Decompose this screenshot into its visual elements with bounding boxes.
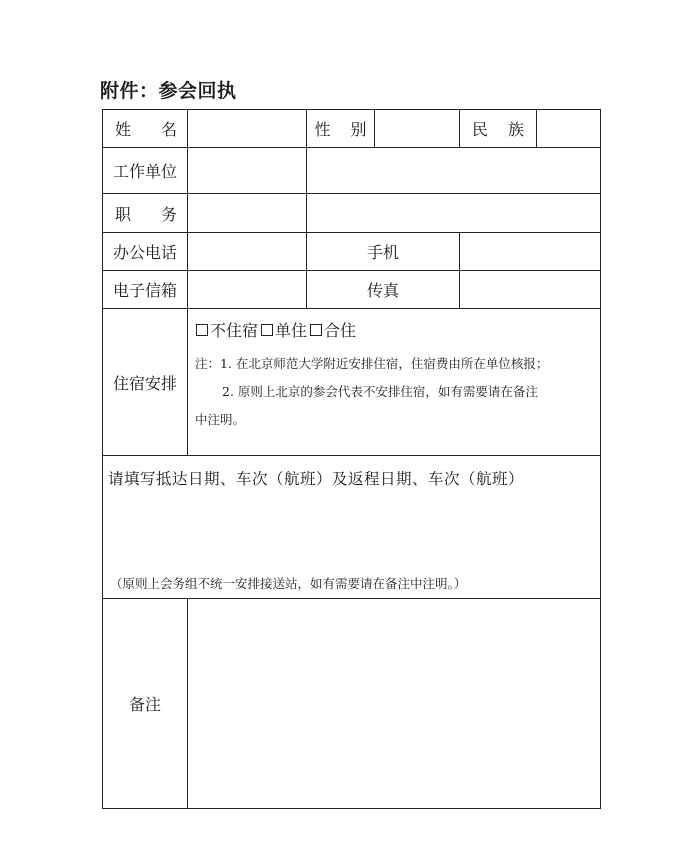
position-label-char-1: 职 [115,204,132,224]
option-label: 单住 [275,321,308,340]
travel-info-prompt: 请填写抵达日期、车次（航班）及返程日期、车次（航班） [108,470,525,488]
accommodation-options [196,318,359,341]
work-unit-field[interactable] [188,148,600,193]
accommodation-note-line-3: 中注明。 [195,412,246,427]
checkbox-icon[interactable] [310,324,322,336]
accommodation-note-line-1: 注：1. 在北京师范大学附近安排住宿，住宿费由所在单位核报； [195,356,549,371]
office-phone-field[interactable] [188,233,306,270]
position-label-char-2: 务 [160,204,177,224]
option-no-accommodation[interactable] [196,318,258,341]
gender-label-char-2: 别 [350,120,367,139]
email-field[interactable] [188,271,306,308]
travel-info-field[interactable] [103,495,600,567]
name-label [115,110,177,147]
office-phone-label: 办公电话 [112,243,177,262]
name-label-char-1: 姓 [115,120,132,139]
gender-field[interactable] [375,110,459,147]
name-field[interactable] [188,110,306,147]
position-label [115,194,177,232]
option-label: 不住宿 [210,321,259,340]
ethnicity-label [460,110,536,147]
travel-info-note: （原则上会务组不统一安排接送站，如有需要请在备注中注明。） [110,576,467,591]
accommodation-label: 住宿安排 [112,373,177,393]
mobile-field[interactable] [460,233,600,270]
checkbox-icon[interactable] [196,324,208,336]
option-shared-room[interactable] [310,318,356,341]
page-title: 附件：参会回执 [100,80,237,102]
remarks-label: 备注 [128,695,161,714]
option-single-room[interactable] [261,318,307,341]
ethnicity-field[interactable] [537,110,600,147]
table-border-bottom [102,808,601,809]
checkbox-icon[interactable] [261,324,273,336]
gender-label-char-1: 性 [314,120,331,139]
table-border-right [600,109,601,809]
fax-field[interactable] [460,271,600,308]
fax-label: 传真 [366,281,399,300]
accommodation-note-line-2: 2. 原则上北京的参会代表不安排住宿，如有需要请在备注 [222,384,538,399]
remarks-field[interactable] [188,599,600,808]
table-col-divider [187,308,188,456]
gender-label [307,110,374,147]
mobile-label: 手机 [366,243,399,262]
table-row-divider [102,455,601,456]
ethnicity-label-char-2: 族 [508,120,525,139]
option-label: 合住 [324,321,357,340]
ethnicity-label-char-1: 民 [471,120,488,139]
name-label-char-2: 名 [160,120,177,139]
work-unit-label: 工作单位 [112,162,177,181]
email-label: 电子信箱 [112,281,177,300]
position-field[interactable] [188,194,600,232]
